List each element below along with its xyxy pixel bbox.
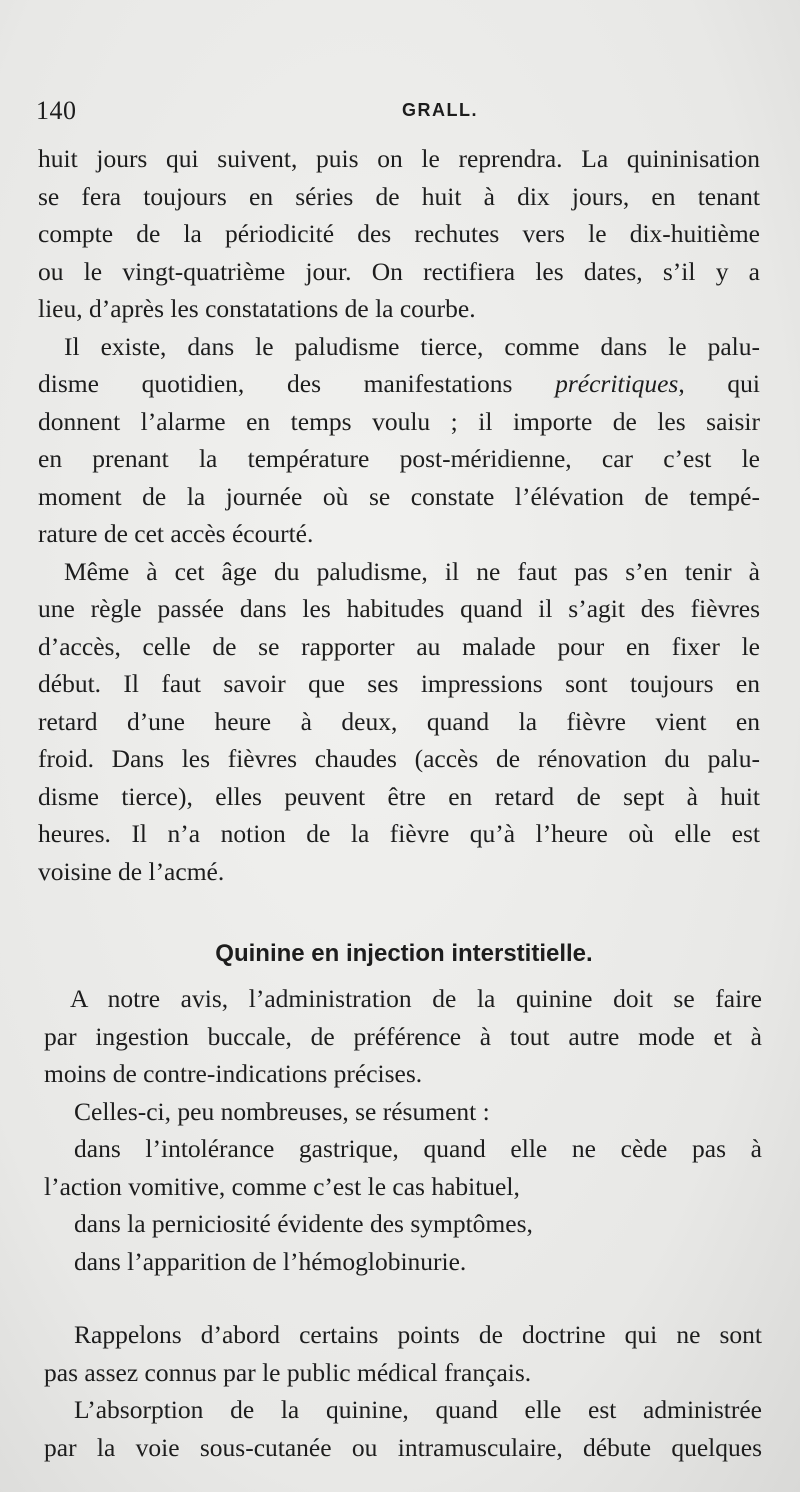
italic-term: précritiques [555,369,679,398]
list-line: dans l’apparition de l’hémoglobinurie. [74,1246,467,1276]
section-heading: Quinine en injection interstitielle. [215,940,593,967]
text-line: huit jours qui suivent, puis on le reprendra. La quininisation [38,144,760,173]
text-line: d’accès, celle de se rapporter au malade pour en fixer le [38,631,760,661]
text-line: compte de la périodicité des rechutes vers le dix-huitième [38,219,760,248]
text-line: Même à cet âge du paludisme, il ne faut pas s’en tenir à [64,556,760,586]
spacer [38,890,760,934]
text-line: rature de cet accès écourté. [38,519,314,548]
paragraph [38,140,760,328]
paragraph [38,328,760,553]
text-span: , qui [678,369,760,398]
paragraph [38,553,760,891]
text-block-bottom [44,980,762,1466]
running-head: GRALL. [402,100,478,120]
text-line: Rappelons d’abord certains points de doctrine qui ne sont [74,1320,762,1349]
text-line: en prenant la température post-méridienne, car c’est le [38,444,760,473]
text-line: par la voie sous-cutanée ou intramusculaire, débute quelques [44,1432,762,1462]
text-line: retard d’une heure à deux, quand la fièvre vient en [38,706,760,736]
text-line: A notre avis, l’administration de la quinine doit se faire [70,984,762,1013]
text-line: début. Il faut savoir que ses impressions sont toujours en [38,669,760,698]
paragraph [44,1093,762,1281]
page-header [36,96,760,136]
list-line: dans la perniciosité évidente des symptômes, [74,1209,533,1238]
paragraph [44,1316,762,1391]
text-line: disme tierce), elles peuvent être en retard de sept à huit [38,781,760,811]
text-line: Celles-ci, peu nombreuses, se résument : [74,1096,490,1126]
paragraph [44,980,762,1093]
text-line: heures. Il n’a notion de la fièvre qu’à l’heure où elle est [38,819,760,848]
text-line: donnent l’alarme en temps voulu ; il importe de les saisir [38,406,760,436]
text-line: L’absorption de la quinine, quand elle est administrée [74,1395,762,1424]
text-line: une règle passée dans les habitudes quand il s’agit des fièvres [38,594,760,623]
text-line: Il existe, dans le paludisme tierce, comme dans le palu- [64,331,760,361]
text-line: lieu, d’après les constatations de la courbe. [38,294,476,323]
paragraph [44,1391,762,1466]
page-number: 140 [36,96,77,125]
text-line: froid. Dans les fièvres chaudes (accès de rénovation du palu- [38,744,760,773]
text-line: voisine de l’acmé. [38,856,225,886]
text-span: disme quotidien, des manifestations [38,369,556,398]
text-line: se fera toujours en séries de huit à dix jours, en tenant [38,181,760,211]
text-line: ou le vingt-quatrième jour. On rectifiera les dates, s’il y a [38,256,760,286]
text-line: moment de la journée où se constate l’élévation de tempé- [38,481,760,511]
text-block-top [38,140,760,974]
text-line: moins de contre-indications précises. [44,1059,423,1088]
text-line: l’action vomitive, comme c’est le cas habituel, [44,1171,520,1201]
spacer [44,1280,762,1316]
text-line [38,365,760,403]
text-line: pas assez connus par le public médical français. [44,1357,532,1387]
list-line: dans l’intolérance gastrique, quand elle ne cède pas à [74,1134,762,1163]
text-line: par ingestion buccale, de préférence à tout autre mode et à [44,1021,762,1051]
